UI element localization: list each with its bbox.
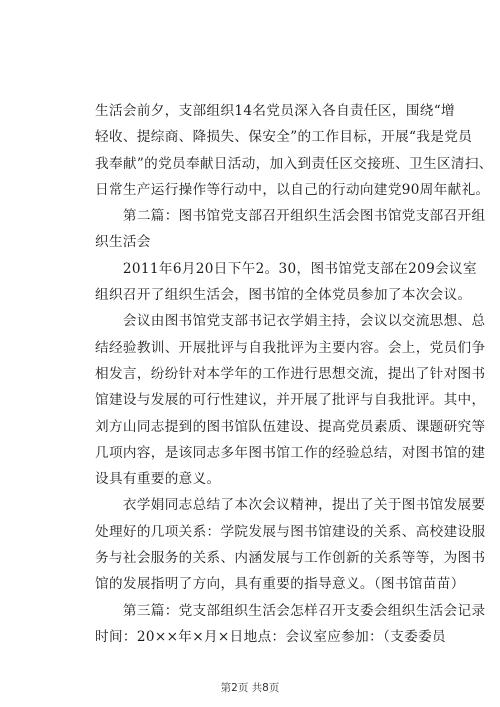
text-line: 日常生产运行操作等行动中，以自己的行动向建党90周年献礼。 xyxy=(95,181,490,198)
text-line: 几项内容，是该同志多年图书馆工作的经验总结，对图书馆的建 xyxy=(95,444,486,461)
section-heading-line: 第三篇：党支部组织生活会怎样召开支委会组织生活会记录 xyxy=(95,602,486,619)
text-line: 馆建设与发展的可行性建议，并开展了批评与自我批评。其中， xyxy=(95,392,486,409)
text-line: 轻收、提综商、降损失、保安全”的工作目标，开展“我是党员 xyxy=(95,129,473,146)
text-line: 我奉献”的党员奉献日活动，加入到责任区交接班、卫生区清扫、 xyxy=(95,155,493,172)
section-heading-line: 织生活会 xyxy=(95,234,151,251)
text-line: 2011年6月20日下午2。30，图书馆党支部在209会议室 xyxy=(95,260,477,277)
text-line: 相发言，纷纷针对本学年的工作进行思想交流，提出了针对图书 xyxy=(95,365,486,382)
text-line: 刘方山同志提到的图书馆队伍建设、提高党员素质、课题研究等 xyxy=(95,418,486,435)
text-line: 结经验教训、开展批评与自我批评为主要内容。会上，党员们争 xyxy=(95,339,486,356)
text-line: 生活会前夕，支部组织14名党员深入各自责任区，围绕“增 xyxy=(95,103,455,119)
text-line: 时间：20××年×月×日地点：会议室应参加：（支委委员 xyxy=(95,628,446,645)
text-line: 会议由图书馆党支部书记衣学娟主持，会议以交流思想、总 xyxy=(95,313,486,330)
text-line: 组织召开了组织生活会，图书馆的全体党员参加了本次会议。 xyxy=(95,287,472,304)
text-line: 设具有重要的意义。 xyxy=(95,471,221,488)
section-heading-line: 第二篇：图书馆党支部召开组织生活会图书馆党支部召开组 xyxy=(95,208,486,225)
text-line: 处理好的几项关系：学院发展与图书馆建设的关系、高校建设服 xyxy=(95,523,486,540)
document-body xyxy=(95,98,493,650)
text-line: 馆的发展指明了方向，具有重要的指导意义。（图书馆苗苗） xyxy=(95,576,465,593)
page-number-footer: 第2页 共8页 xyxy=(220,682,280,694)
text-line: 衣学娟同志总结了本次会议精神，提出了关于图书馆发展要 xyxy=(95,497,486,514)
text-line: 务与社会服务的关系、内涵发展与工作创新的关系等等，为图书 xyxy=(95,550,486,567)
